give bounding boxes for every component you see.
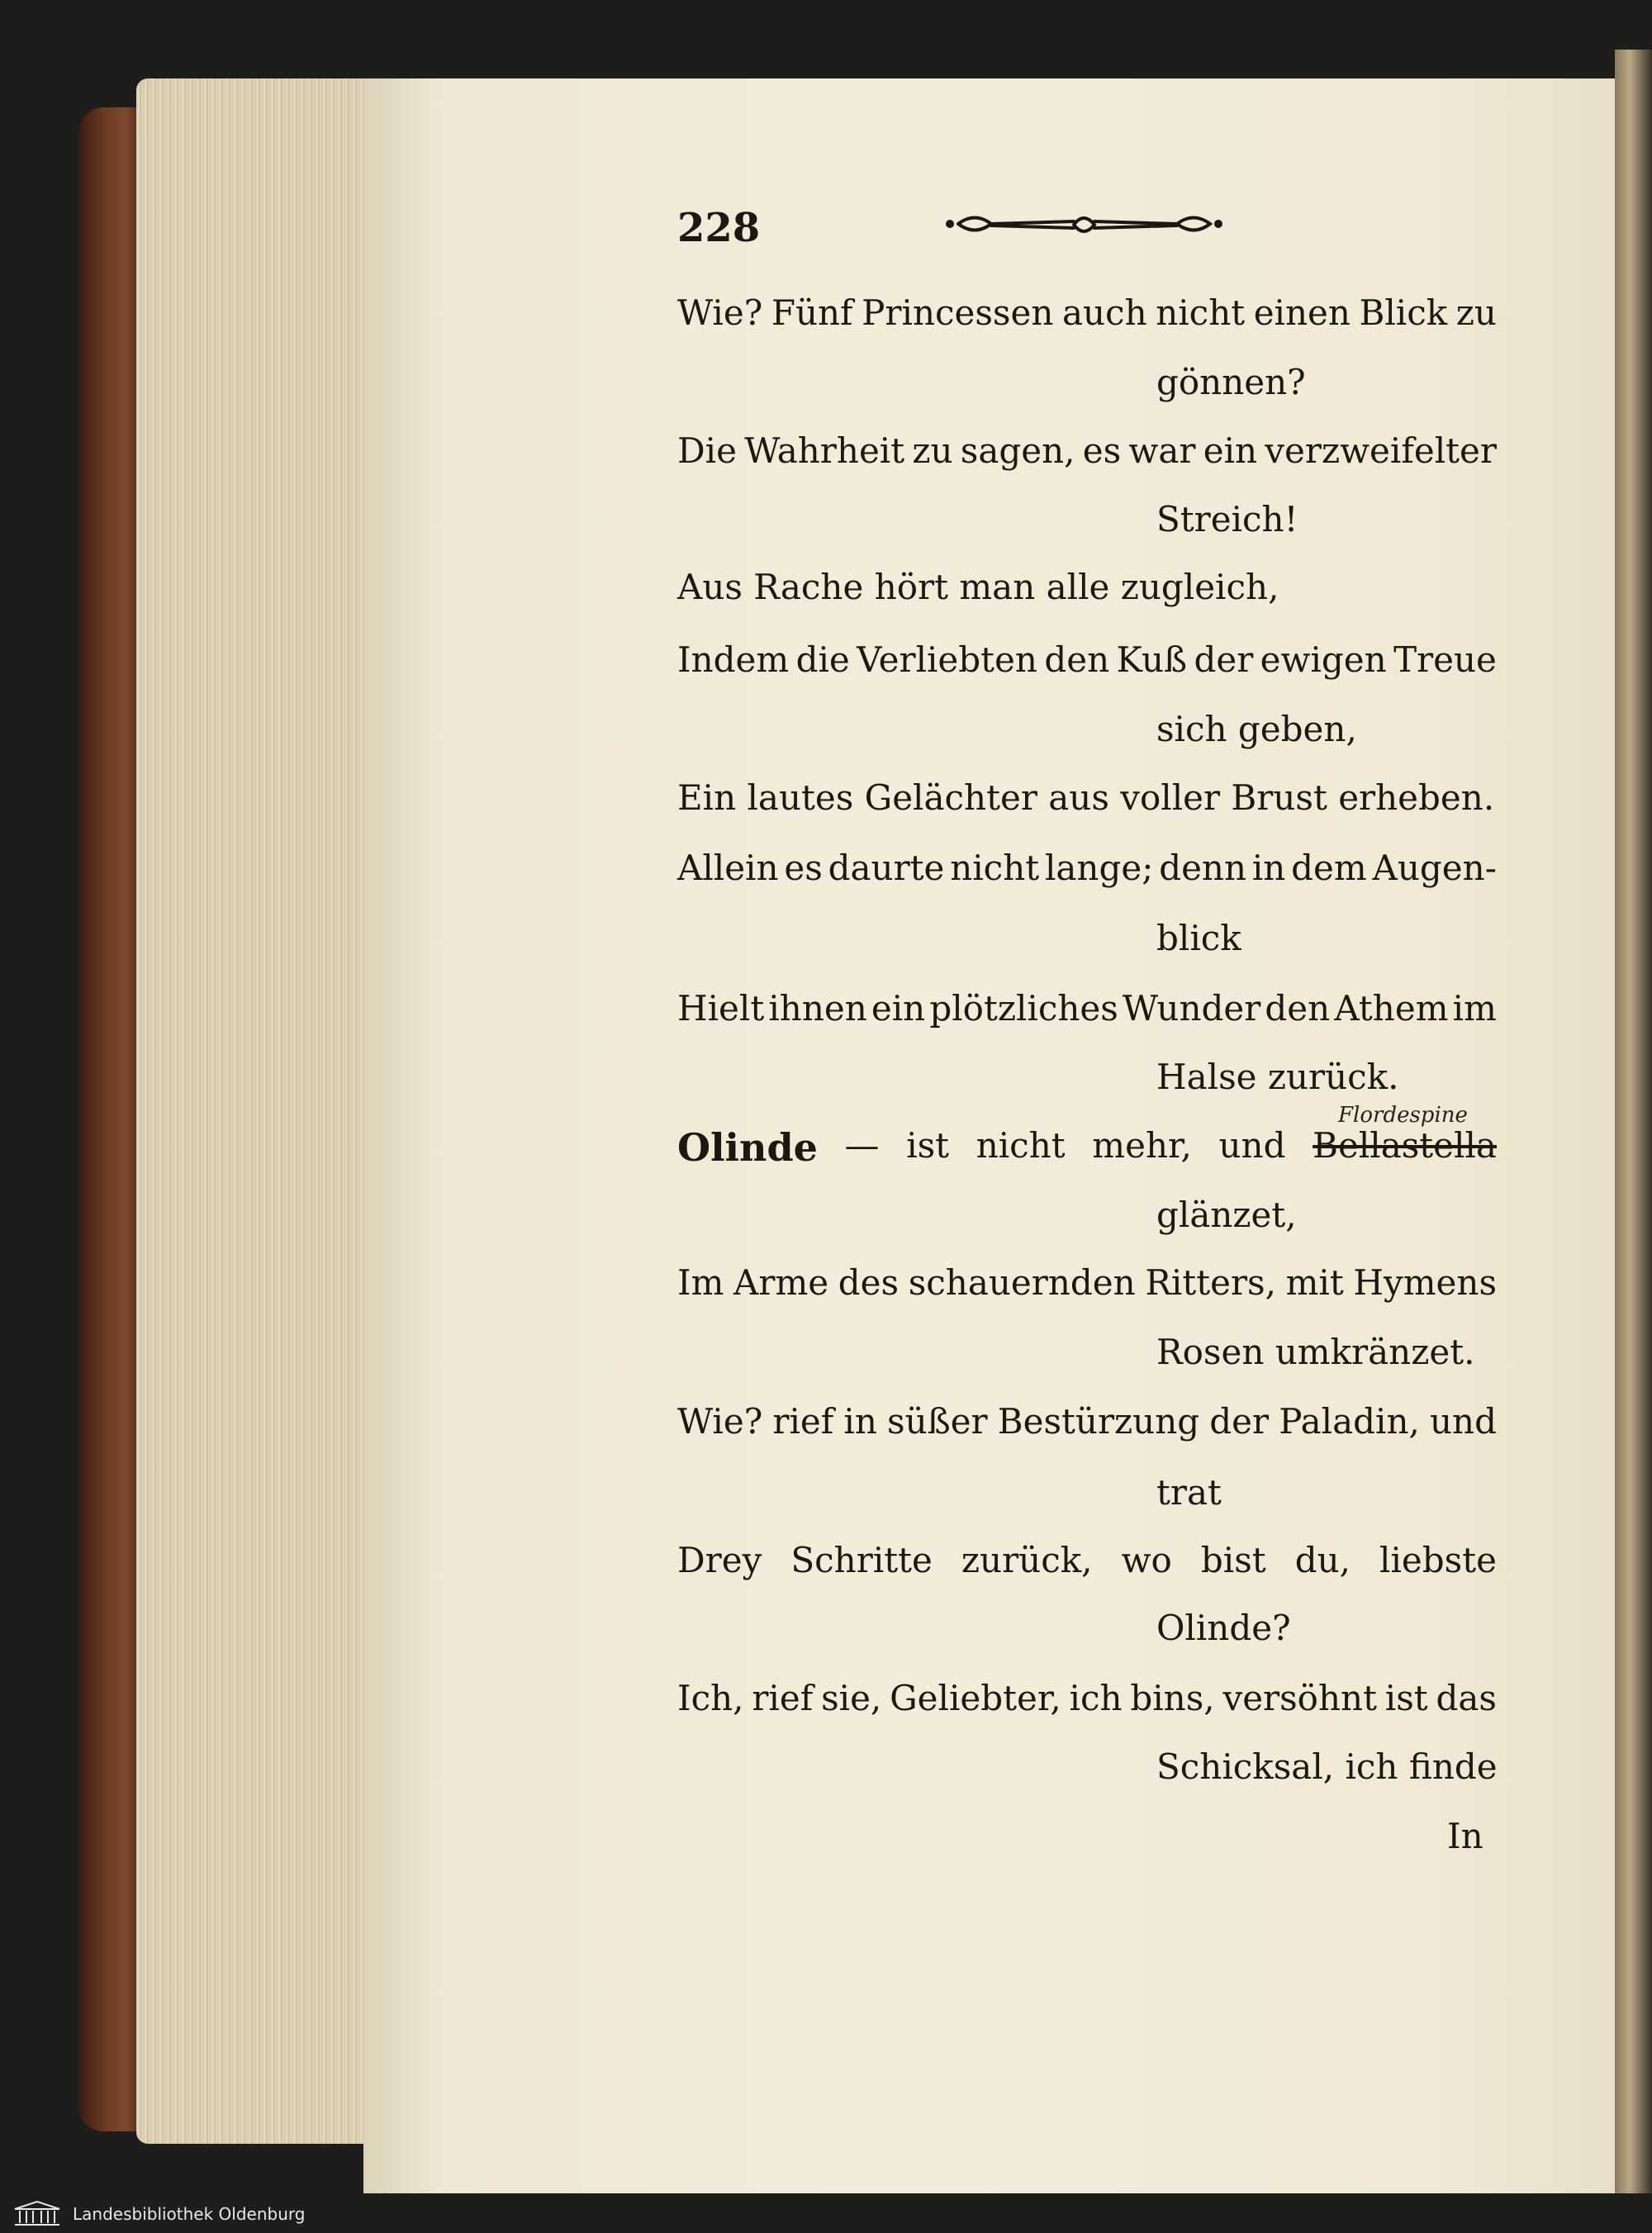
catchword: In — [1447, 1816, 1483, 1856]
text-line-12: Ich, rief sie, Geliebter, ich bins, versöhnt ist das — [677, 1678, 1497, 1718]
text-line-4-cont: sich geben, — [1156, 709, 1357, 749]
text-line-9-cont: Rosen umkränzet. — [1156, 1332, 1475, 1372]
text-line-9: Im Arme des schauernden Ritters, mit Hymens — [677, 1262, 1497, 1303]
text-line-5: Ein lautes Gelächter aus voller Brust erheben. — [677, 777, 1495, 818]
page-number: 228 — [677, 205, 761, 251]
text-line-3: Aus Rache hört man alle zugleich, — [677, 567, 1279, 607]
page-stack — [136, 78, 384, 2144]
text-line-7: Hielt ihnen ein plötzliches Wunder den Athem im — [677, 988, 1497, 1029]
text-line-6-cont: blick — [1156, 918, 1241, 958]
text-line-10: Wie? rief in süßer Bestürzung der Paladin, und — [677, 1401, 1497, 1442]
book-cover-edge — [78, 107, 145, 2131]
right-page-edge — [1615, 50, 1652, 2197]
text-line-7-cont: Halse zurück. — [1156, 1057, 1399, 1097]
text-line-11: Drey Schritte zurück, wo bist du, liebste — [677, 1540, 1497, 1580]
text-line-2: Die Wahrheit zu sagen, es war ein verzweifelter — [677, 430, 1497, 471]
text-line-6: Allein es daurte nicht lange; denn in dem Augen- — [677, 848, 1497, 888]
text-line-12-cont: Schicksal, ich finde — [1156, 1746, 1498, 1787]
text-line-1: Wie? Fünf Princessen auch nicht einen Blick zu — [677, 292, 1497, 333]
text-line-4: Indem die Verliebten den Kuß der ewigen Treue — [677, 639, 1497, 680]
text-line-10-cont: trat — [1156, 1472, 1222, 1513]
text-line-8-cont: glänzet, — [1156, 1195, 1297, 1235]
library-building-icon — [12, 2199, 63, 2227]
text-line-1-cont: gönnen? — [1156, 362, 1306, 402]
text-line-8: Olinde — ist nicht mehr, und Bellastella — [677, 1125, 1497, 1170]
text-line-2-cont: Streich! — [1156, 499, 1298, 539]
ornament-icon — [942, 205, 1227, 243]
text-line-11-cont: Olinde? — [1156, 1608, 1291, 1648]
handwritten-note: Flordespine — [1338, 1103, 1468, 1128]
struck-name: Bellastella — [1313, 1125, 1497, 1166]
library-name: Landesbibliothek Oldenburg — [73, 2204, 306, 2224]
